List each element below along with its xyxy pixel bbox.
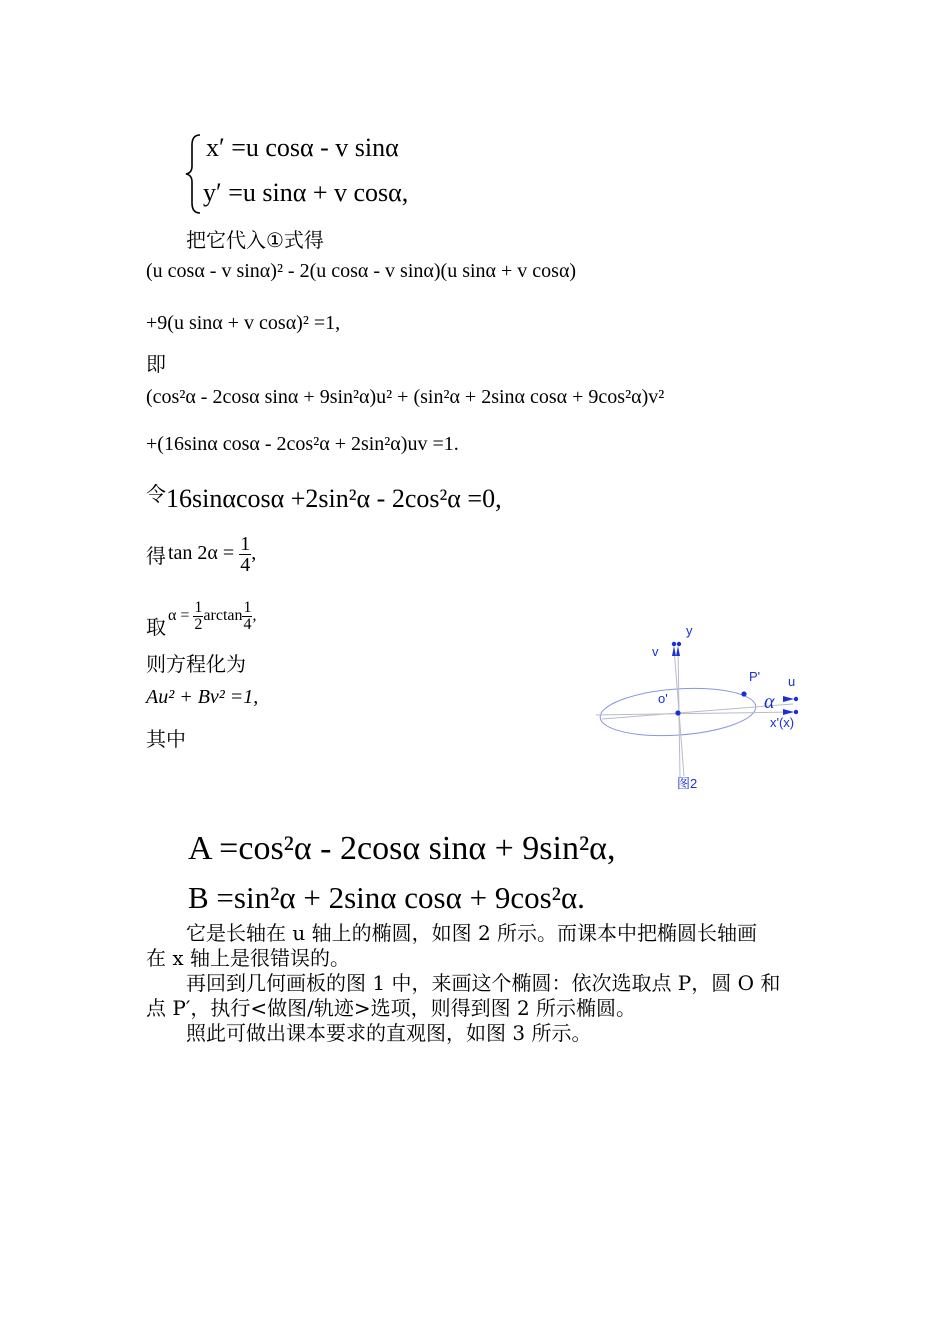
paragraph-3: 照此可做出课本要求的直观图，如图 3 所示。 <box>186 1021 592 1045</box>
substitute-intro: 把它代入①式得 <box>186 228 324 252</box>
qu-label: 取 <box>146 615 166 639</box>
ji-label: 即 <box>146 352 166 376</box>
y-arrow-icon <box>672 646 680 656</box>
label-v: v <box>652 644 659 659</box>
paragraph-1-line-2: 在 x 轴上是很错误的。 <box>146 946 350 970</box>
label-u: u <box>788 674 796 689</box>
alpha-tail: , <box>252 607 257 625</box>
tan-tail: , <box>251 542 257 565</box>
y-end-point <box>677 642 681 646</box>
paragraph-2-line-1: 再回到几何画板的图 1 中，来画这个椭圆：依次选取点 P，圆 O 和 <box>186 971 781 995</box>
figure-caption: 图2 <box>677 776 698 791</box>
tan-lhs: tan 2α = <box>168 542 235 565</box>
system-line-1: x′ =u cosα - v sinα <box>206 133 399 162</box>
equation-collected-1: (cos²α - 2cosα sinα + 9sin²α)u² + (sin²α + 2sinα cosα + 9cos²α)v² <box>146 386 665 408</box>
system-line-2: y′ =u sinα + v cosα, <box>203 178 409 207</box>
u-end-point <box>794 697 798 701</box>
alpha-lhs: α = <box>168 607 190 625</box>
equation-collected-2: +(16sinα cosα - 2cos²α + 2sin²α)uv =1. <box>146 433 459 455</box>
tan-equation <box>168 534 256 575</box>
equation-transform-label: 则方程化为 <box>146 652 246 676</box>
tan-numerator: 1 <box>240 533 251 555</box>
origin-point <box>675 710 680 715</box>
condition-equation: 16sinαcosα +2sin²α - 2cos²α =0, <box>166 484 502 513</box>
figure-2-diagram <box>588 618 810 796</box>
alpha-numerator-2: 1 <box>243 599 252 616</box>
label-alpha: α <box>764 691 775 713</box>
alpha-denominator-2: 4 <box>243 616 252 633</box>
label-p-prime: P' <box>749 669 761 684</box>
label-o-prime: o' <box>658 691 668 706</box>
arctan-text: arctan <box>203 607 243 625</box>
de-label: 得 <box>146 544 166 568</box>
equation-expanded-1: (u cosα - v sinα)² - 2(u cosα - v sinα)(u sinα + v cosα) <box>146 260 577 282</box>
paragraph-2-line-2: 点 P′，执行<做图/轨迹>选项，则得到图 2 所示椭圆。 <box>146 996 637 1020</box>
label-y: y <box>686 623 693 638</box>
x-end-point <box>794 710 798 714</box>
u-arrow-icon <box>783 696 794 702</box>
alpha-denominator-1: 2 <box>194 616 203 633</box>
system-brace <box>183 133 205 219</box>
alpha-fraction-1 <box>193 600 203 633</box>
tan-fraction <box>239 534 251 575</box>
tan-denominator: 4 <box>240 554 251 576</box>
figure-2 <box>588 618 810 800</box>
equation-expanded-2: +9(u sinα + v cosα)² =1, <box>146 312 341 334</box>
alpha-numerator-1: 1 <box>194 599 203 616</box>
alpha-fraction-2 <box>242 600 252 633</box>
equation-a: A =cos²α - 2cosα sinα + 9sin²α, <box>188 830 616 867</box>
brace-icon <box>183 133 205 215</box>
qizhong-label: 其中 <box>146 727 186 751</box>
point-p <box>741 691 746 696</box>
label-x-prime: x'(x) <box>770 715 795 730</box>
equation-b: B =sin²α + 2sinα cosα + 9cos²α. <box>188 880 585 915</box>
v-end-point <box>672 642 676 646</box>
ellipse-equation: Au² + Bv² =1, <box>146 686 259 708</box>
ling-label: 令 <box>146 482 166 506</box>
paragraph-1-line-1: 它是长轴在 u 轴上的椭圆，如图 2 所示。而课本中把椭圆长轴画 <box>186 921 758 945</box>
alpha-equation <box>168 600 256 633</box>
